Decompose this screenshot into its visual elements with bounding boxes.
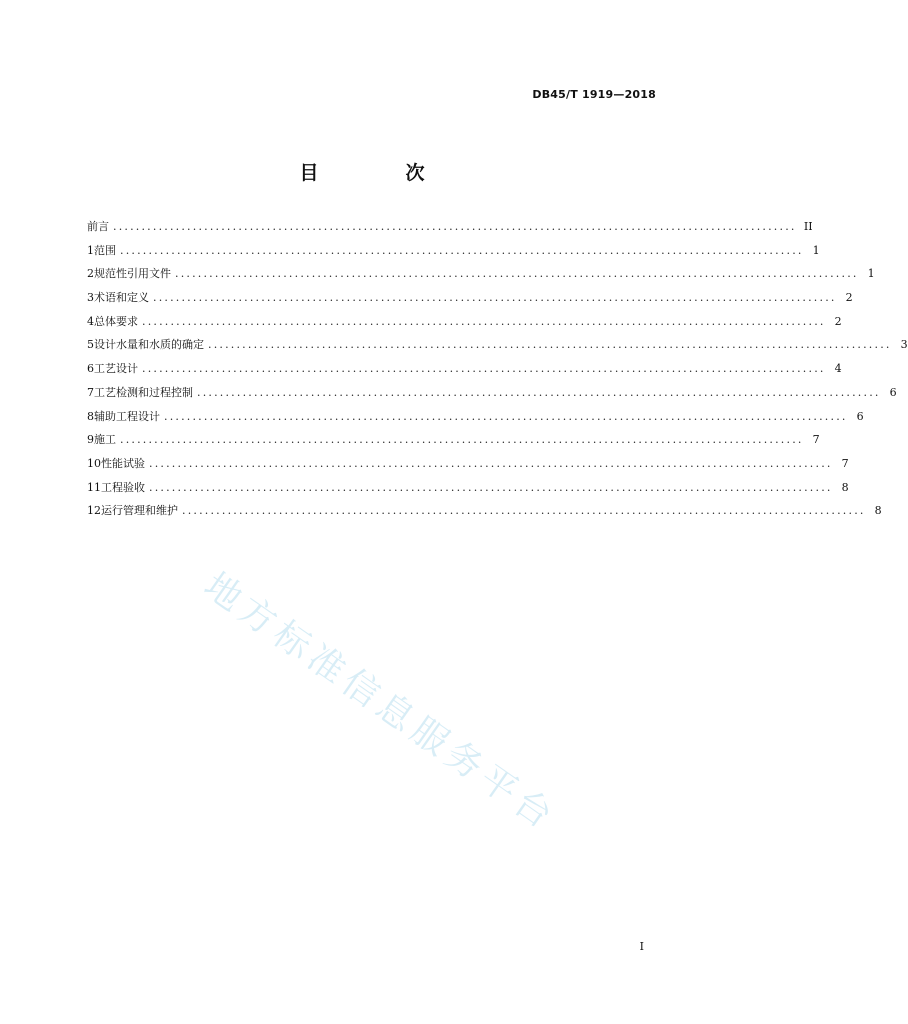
toc-label: 工艺设计 bbox=[94, 362, 138, 376]
table-of-contents bbox=[87, 215, 908, 523]
toc-label: 设计水量和水质的确定 bbox=[94, 338, 204, 352]
toc-entry-1[interactable] bbox=[87, 239, 820, 263]
toc-entry-10[interactable] bbox=[87, 452, 849, 476]
toc-entry-foreword[interactable] bbox=[87, 215, 813, 239]
toc-label: 工艺检测和过程控制 bbox=[94, 385, 193, 399]
toc-label: 规范性引用文件 bbox=[94, 267, 171, 281]
toc-page-number: 1 bbox=[812, 243, 820, 257]
toc-label: 工程验收 bbox=[101, 480, 145, 494]
dot-leader: ........................................................................................................................ bbox=[153, 291, 837, 305]
toc-number: 3 bbox=[87, 291, 94, 305]
toc-label: 运行管理和维护 bbox=[101, 504, 178, 518]
dot-leader: ........................................................................................................................ bbox=[164, 409, 848, 423]
toc-page-number: II bbox=[803, 220, 813, 233]
toc-page-number: 7 bbox=[812, 433, 820, 447]
dot-leader: ........................................................................................................................ bbox=[182, 504, 866, 518]
dot-leader: ........................................................................................................................ bbox=[149, 456, 833, 470]
toc-entry-2[interactable] bbox=[87, 262, 875, 286]
toc-page-number: 6 bbox=[889, 385, 897, 399]
toc-entry-7[interactable] bbox=[87, 381, 897, 405]
toc-entry-8[interactable] bbox=[87, 405, 864, 429]
toc-entry-4[interactable] bbox=[87, 310, 842, 334]
dot-leader: ........................................................................................................................ bbox=[120, 243, 804, 257]
toc-label: 总体要求 bbox=[94, 314, 138, 328]
toc-label: 前言 bbox=[87, 220, 109, 233]
toc-page-number: 4 bbox=[834, 362, 842, 376]
watermark: 地方标准信息服务平台 bbox=[196, 565, 565, 840]
toc-number: 7 bbox=[87, 385, 94, 399]
toc-number: 4 bbox=[87, 314, 94, 328]
dot-leader: ........................................................................................................................ bbox=[149, 480, 833, 494]
dot-leader: ........................................................................................................................ bbox=[142, 362, 826, 376]
toc-label: 辅助工程设计 bbox=[94, 409, 160, 423]
toc-page-number: 2 bbox=[834, 314, 842, 328]
toc-number: 12 bbox=[87, 504, 101, 518]
dot-leader: ........................................................................................................................ bbox=[120, 433, 804, 447]
page-title: 目 次 bbox=[299, 162, 459, 184]
toc-page-number: 6 bbox=[856, 409, 864, 423]
toc-label: 范围 bbox=[94, 243, 116, 257]
toc-number: 5 bbox=[87, 338, 94, 352]
toc-page-number: 1 bbox=[867, 267, 875, 281]
toc-number: 8 bbox=[87, 409, 94, 423]
toc-entry-5[interactable] bbox=[87, 333, 908, 357]
toc-page-number: 3 bbox=[900, 338, 908, 352]
toc-label: 性能试验 bbox=[101, 456, 145, 470]
toc-entry-12[interactable] bbox=[87, 499, 882, 523]
dot-leader: ........................................................................................................................ bbox=[208, 338, 892, 352]
toc-entry-6[interactable] bbox=[87, 357, 842, 381]
toc-entry-11[interactable] bbox=[87, 476, 849, 500]
dot-leader: ........................................................................................................................ bbox=[142, 314, 826, 328]
dot-leader: ........................................................................................................................ bbox=[175, 267, 859, 281]
toc-entry-9[interactable] bbox=[87, 428, 820, 452]
page-number: I bbox=[639, 940, 644, 953]
toc-entry-3[interactable] bbox=[87, 286, 853, 310]
toc-label: 术语和定义 bbox=[94, 291, 149, 305]
toc-number: 9 bbox=[87, 433, 94, 447]
dot-leader: ........................................................................................................................ bbox=[113, 220, 797, 233]
toc-number: 10 bbox=[87, 456, 101, 470]
toc-number: 1 bbox=[87, 243, 94, 257]
toc-number: 11 bbox=[87, 480, 101, 494]
document-code: DB45/T 1919—2018 bbox=[532, 88, 656, 101]
toc-page-number: 8 bbox=[874, 504, 882, 518]
toc-page-number: 7 bbox=[841, 456, 849, 470]
dot-leader: ........................................................................................................................ bbox=[197, 385, 881, 399]
toc-number: 2 bbox=[87, 267, 94, 281]
toc-number: 6 bbox=[87, 362, 94, 376]
toc-page-number: 8 bbox=[841, 480, 849, 494]
toc-page-number: 2 bbox=[845, 291, 853, 305]
toc-label: 施工 bbox=[94, 433, 116, 447]
